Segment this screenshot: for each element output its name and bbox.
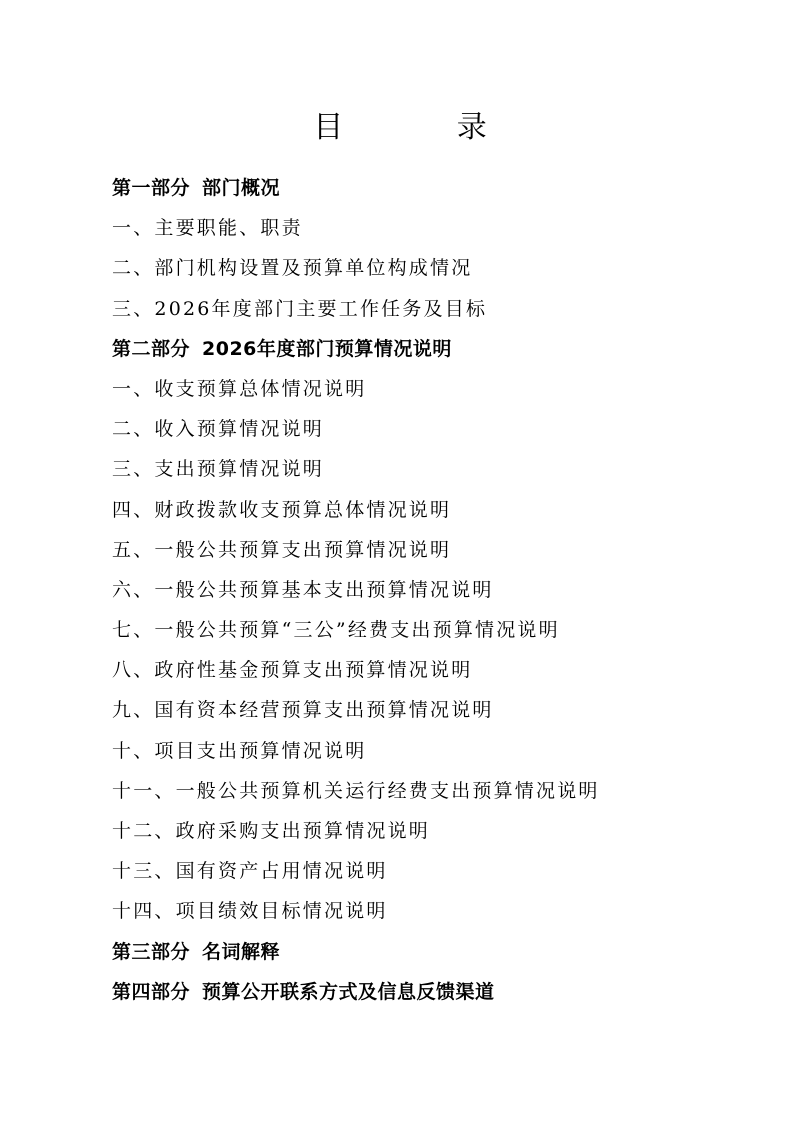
toc-item[interactable]: 一、主要职能、职责 xyxy=(112,217,303,240)
page-title: 目 录 xyxy=(313,110,539,145)
toc-part-3[interactable] xyxy=(112,932,772,972)
toc-part-4[interactable] xyxy=(112,972,772,1012)
toc-item[interactable]: 三、支出预算情况说明 xyxy=(112,458,325,481)
toc-part-title: 部门概况 xyxy=(202,177,281,199)
table-of-contents xyxy=(112,168,772,1012)
toc-part-number: 第四部分 xyxy=(112,980,191,1003)
toc-part-2[interactable] xyxy=(112,329,772,369)
toc-item[interactable]: 八、政府性基金预算支出预算情况说明 xyxy=(112,659,473,682)
toc-part-title: 名词解释 xyxy=(202,940,281,963)
toc-part-number: 第二部分 xyxy=(112,337,191,360)
toc-item[interactable]: 四、财政拨款收支预算总体情况说明 xyxy=(112,498,452,521)
toc-item[interactable]: 十三、国有资产占用情况说明 xyxy=(112,860,388,883)
toc-item[interactable]: 一、收支预算总体情况说明 xyxy=(112,377,367,400)
toc-item[interactable]: 九、国有资本经营预算支出预算情况说明 xyxy=(112,699,494,722)
toc-part-title: 2026年度部门预算情况说明 xyxy=(202,337,452,360)
toc-part-1[interactable] xyxy=(112,168,772,208)
toc-item[interactable]: 十四、项目绩效目标情况说明 xyxy=(112,900,388,923)
toc-item[interactable]: 二、收入预算情况说明 xyxy=(112,418,325,441)
toc-item[interactable]: 二、部门机构设置及预算单位构成情况 xyxy=(112,257,473,280)
toc-item[interactable]: 三、2026年度部门主要工作任务及目标 xyxy=(112,297,488,320)
toc-part-title: 预算公开联系方式及信息反馈渠道 xyxy=(202,980,495,1003)
toc-item[interactable]: 十一、一般公共预算机关运行经费支出预算情况说明 xyxy=(112,779,600,802)
toc-part-number: 第三部分 xyxy=(112,940,191,963)
toc-item[interactable]: 十、项目支出预算情况说明 xyxy=(112,739,367,762)
toc-part-number: 第一部分 xyxy=(112,177,191,199)
toc-item[interactable]: 五、一般公共预算支出预算情况说明 xyxy=(112,538,452,561)
toc-item[interactable]: 六、一般公共预算基本支出预算情况说明 xyxy=(112,578,494,601)
toc-item[interactable]: 十二、政府采购支出预算情况说明 xyxy=(112,820,431,842)
toc-item[interactable]: 七、一般公共预算“三公”经费支出预算情况说明 xyxy=(112,619,560,642)
